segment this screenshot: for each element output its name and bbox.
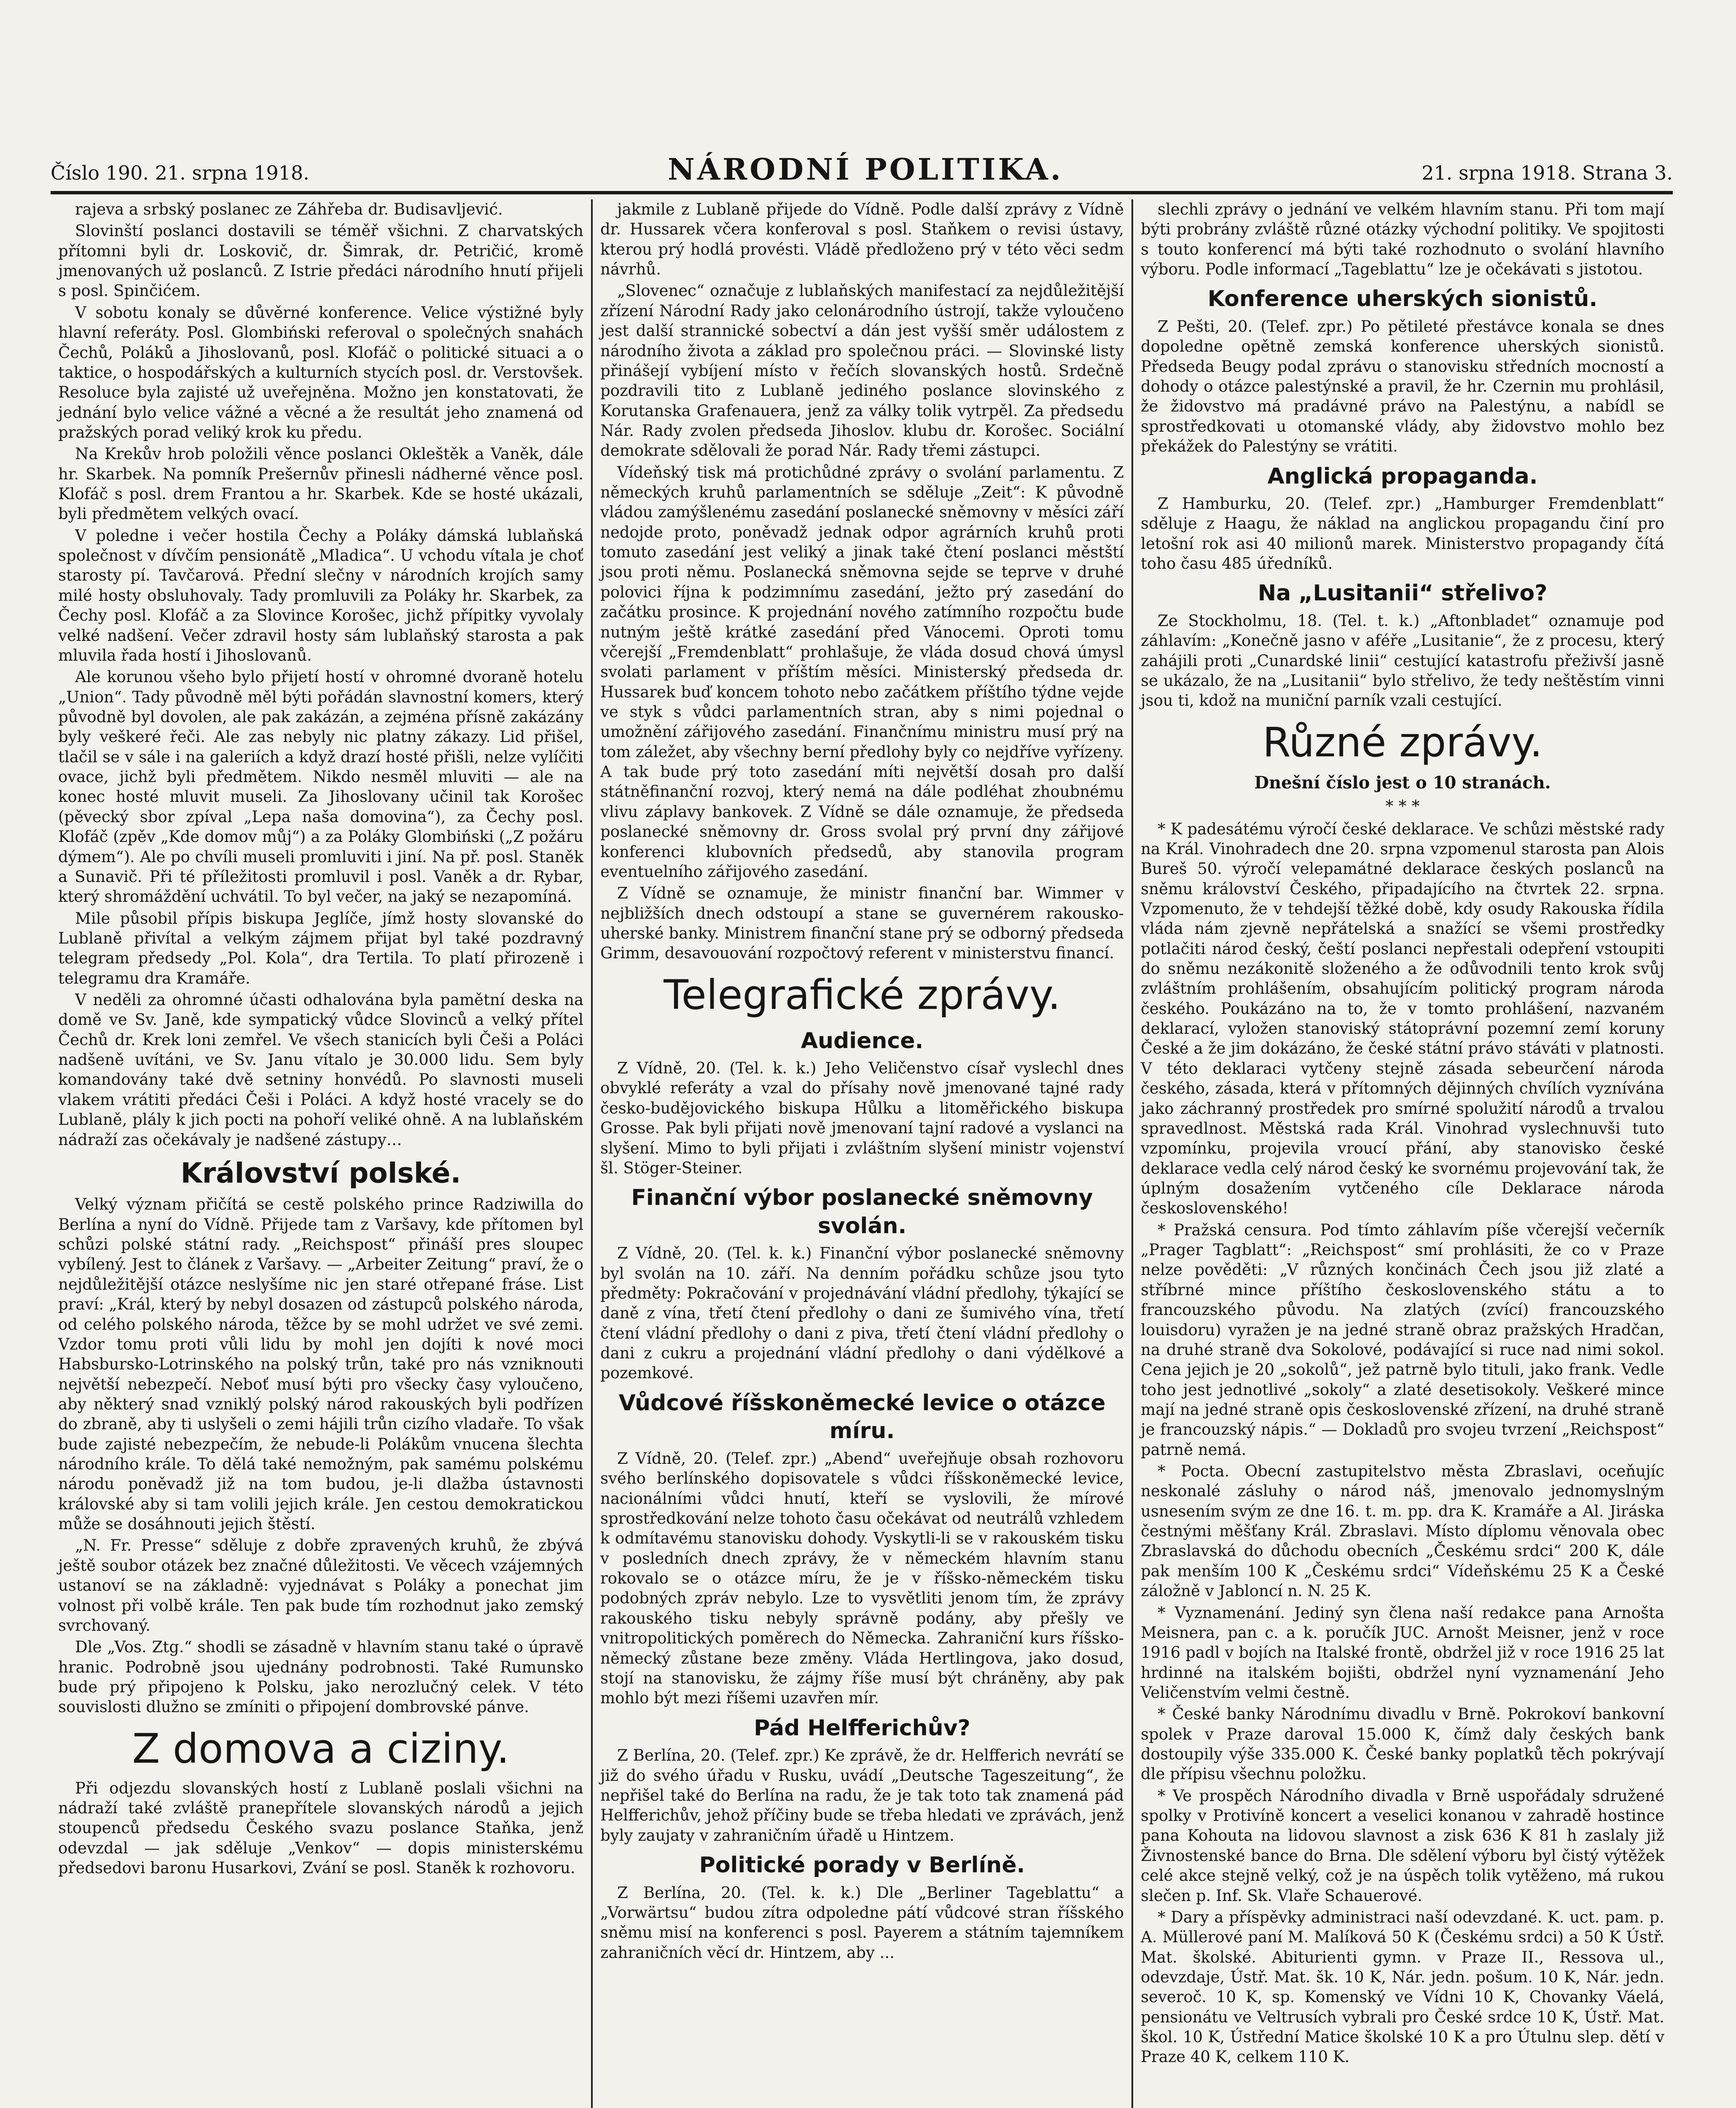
paragraph: Slovinští poslanci dostavili se téměř všichni. Z charvatských přítomni byli dr. Loskovič, dr. Šimrak, dr. Petričić, kromě jmenovaných už poslanců. Z Istrie předáci národního hnutí přijeli s posl. Spinčićem. bbox=[58, 222, 583, 300]
paragraph: * Pražská censura. Pod tímto záhlavím píše včerejší večerník „Prager Tagblatt“: „Reichspost“ smí prohlásiti, že co v Praze nelze pověděti: „V různých končinách Čech jsou již zlaté a stříbrné mince příštího československého státu a to francouzského původu. Na zlatých (zvící) francouzského louisdoru) vyražen je na jedné straně obraz pražských Hradčan, na druhé straně dva Sokolové, podávající si ruce nad nimi sokol. Cena jejich je 20 „sokolů“, jež patrně bylo tituli, jako frank. Vedle toho jest jednotlivé „sokoly“ a zlaté desetisokoly. Veškeré mince mají na jedné straně opis československé zřízení, na druhé straně je francouzský nápis.“ — Dokladů pro svojeu tvrzení „Reichspost“ patrně nemá. bbox=[1141, 1221, 1664, 1459]
paragraph: Vídeňský tisk má protichůdné zprávy o svolání parlamentu. Z německých kruhů parlamentních se sděluje „Zeit“: K původně vládou zamýšlenému zasedání poslanecké sněmovny v měsíci září nedojde proto, poněvadž jednak odpor agrárních kruhů proti tomuto zasedání jest veliký a jinak také čtení poslanci městští jsou proti němu. Poslanecká sněmovna sejde se teprve v druhé polovici října k podzimnímu zasedání, ježto prý zasedání do začátku prosince. K projednání nového zatímního rozpočtu bude nutným ještě krátké zasedání před Vánocemi. Oproti tomu včerejší „Fremdenblatt“ prohlašuje, že vláda dosud chová úmysl svolati parlament v příštím měsíci. Ministerský předseda dr. Hussarek buď koncem tohoto nebo začátkem příštího týdne vejde ve styk s vůdci parlamentních stran, aby s nimi pojednal o umožnění zářijového zasedání. Finančnímu ministru musí prý na tom záležet, aby všechny berní předlohy byly co nejdříve vyřízeny. A tak bude prý toto zasedání míti největší dosah pro další státněfinanční rozvoj, který nemá na dále podléhat zhoubnému vlivu záplavy bankovek. Z Vídně se dále oznamuje, že předseda poslanecké sněmovny dr. Gross svolal prý první dny zářijové konferenci klubovních předsedů, aby stanovila program eventuelního zářijového zasedání. bbox=[600, 463, 1124, 881]
column-3 bbox=[1131, 199, 1672, 2108]
section-heading: Různé zprávy. bbox=[1262, 718, 1543, 766]
paragraph: V neděli za ohromné účasti odhalována byla pamětní deska na domě ve Sv. Janě, kde sympatický vůdce Slovinců a velký přítel Čechů dr. Krek loni zemřel. Ve všech stanicích byli Češi a Poláci nadšeně uvítáni, ve Sv. Janu vítalo je 30.000 lidu. Sem byly komandovány také dvě setniny honvédů. Po slavnosti museli vlakem vrátiti předáci Češi i Poláci. A když hosté vracely se do Lublaně, plály k jich pocti na pohoří veliké ohně. A na lublaňském nádraží zas očekávaly je nadšené zástupy… bbox=[58, 991, 583, 1149]
paragraph: Z Vídně, 20. (Telef. zpr.) „Abend“ uveřejňuje obsah rozhovoru svého berlínského dopisovatele s vůdci říšskoněmecké levice, nacionálními vůdci hnutí, kteří se vyslovili, že mírové sprostředkování nelze tohoto času očekávat od neutrálů vzhledem k odmítavému stanovisku dohody. Vyskytli-li se v rakouském tisku v posledních dnech zprávy, že v německém hlavním stanu rokovalo se o otázce míru, že je v říšsko-německém tisku podobných zpráv nebylo. Lze to vysvětliti jenom tím, že zprávy rakouského tisku nebyly správně podány, aby přešly ve vnitropolitických poměrech do Německa. Zahraniční kurs říšsko-německý zůstane beze změny. Vláda Hertlingova, jako dosud, stojí na stanovisku, že zájmy říše musí být chráněny, aby pak mohlo být mezi říšemi uzavřen mír. bbox=[600, 1449, 1124, 1707]
paragraph: Z Berlína, 20. (Tel. k. k.) Dle „Berliner Tageblattu“ a „Vorwärtsu“ budou zítra odpoledne pátí vůdcové stran říšského sněmu misí na konferenci s posl. Payerem a státním tajemníkem zahraničních věcí dr. Hintzem, aby ... bbox=[600, 1883, 1124, 1962]
paragraph: Z Hamburku, 20. (Telef. zpr.) „Hamburger Fremdenblatt“ sděluje z Haagu, že náklad na anglickou propagandu činí pro letošní rok asi 40 milionů marek. Ministerstvo propagandy čítá toho času 485 úředníků. bbox=[1141, 495, 1664, 573]
section-heading: Království polské. bbox=[180, 1156, 461, 1189]
paragraph: Z Vídně se oznamuje, že ministr finanční bar. Wimmer v nejbližších dnech odstoupí a stane se guvernérem rakousko-uherské banky. Ministrem finanční stane prý se odborný předseda Grimm, desavouování rozpočtový referent v ministerstvu financí. bbox=[600, 884, 1124, 963]
issue-note: Dnešní číslo jest o 10 stranách. bbox=[1254, 772, 1551, 793]
paragraph: Při odjezdu slovanských hostí z Lublaně poslali všichni na nádraží také zvláště pranepřítele slovanských národů a jejich stoupenců předsedu Českého svazu poslance Staňka, jenž odevzdal — jak sděluje „Venkov“ — dopis ministerskému předsedovi baronu Husarkovi, Zvání se posl. Staněk k rozhovoru. bbox=[58, 1779, 583, 1877]
section-heading: Z domova a ciziny. bbox=[132, 1725, 510, 1772]
paragraph: * Vyznamenání. Jediný syn člena naší redakce pana Arnošta Meisnera, pan c. a k. poručík JUC. Arnošt Meisner, jenž v roce 1916 padl v bojích na Italské frontě, obdržel již v roce 1916 25 lat hrdinné na italském bojišti, obdržel nyní vyznamenání Jeho Veličenstvím velmi čestně. bbox=[1141, 1603, 1664, 1702]
article-heading: Vůdcové říšskoněmecké levice o otázce míru. bbox=[618, 1390, 1106, 1444]
paragraph: V poledne i večer hostila Čechy a Poláky dámská lublaňská společnost v dívčím pensionátě „Mladica“. U vchodu vítala je choť starosty pí. Tavčarová. Přední slečny v národních krojích samy milé hosty obsluhovaly. Tady promluvili za Poláky hr. Skarbek, za Čechy posl. Klofáč a za Slovince Korošec, jichž přípitky vyvolaly velké nadšení. Večer zdravil hosty sám lublaňský starosta a pak mluvila řada hostí i Jihoslovanů. bbox=[58, 526, 583, 664]
column-1 bbox=[51, 199, 591, 2108]
paragraph: slechli zprávy o jednání ve velkém hlavním stanu. Při tom mají býti probrány zvláště různé otázky východní politiky. Ve spojitosti s touto konferencí má býti také rozhodnuto o svolání hlavního výboru. Podle informací „Tageblattu“ lze je očekávati s jistotou. bbox=[1141, 200, 1664, 279]
paragraph: Z Vídně, 20. (Tel. k. k.) Jeho Veličenstvo císař vyslechl dnes obvyklé referáty a vzal do přísahy nově jmenované tajné rady česko-budějovického biskupa Hůlku a litoměřického biskupa Grosse. Pak byli přijati nově jmenovaní tajní radové a vyslanci na slyšení. Mimo to byli přijati i zvláštním slyšení ministr vojenství šl. Stöger-Steiner. bbox=[600, 1059, 1124, 1177]
paragraph: Dle „Vos. Ztg.“ shodli se zásadně v hlavním stanu také o úpravě hranic. Podrobně jsou ujednány podrobnosti. Také Rumunsko bude prý připojeno k Polsku, jako nerozlučný celek. V této souvislosti dlužno se zmíniti o připojení dombrovské pánve. bbox=[58, 1638, 583, 1716]
paragraph: „Slovenec“ označuje z lublaňských manifestací za nejdůležitější zřízení Národní Rady jako celonárodního ústrojí, takže vyloučeno jest další strannické sobectví a dán jest vyšší směr událostem z národního života a základ pro společnou práci. — Slovinské listy přinášejí vybíjení místo v řečích slovanských hostů. Srdečně pozdravili tito z Lublaně jediného poslance slovinského z Korutanska Grafenauera, jenž za války tolik vytrpěl. Za předsedu Nár. Rady zvolen předseda Jihoslov. klubu dr. Korošec. Sociální demokrate sdělovali že porad Nár. Rady třemi zástupci. bbox=[600, 282, 1124, 460]
article-heading: Anglická propaganda. bbox=[1267, 463, 1538, 489]
paragraph: Ale korunou všeho bylo přijetí hostí v ohromné dvoraně hotelu „Union“. Tady původně měl býti pořádán slavnostní komers, který původně byl dovolen, ale pak zakázán, a zejména přísně zakázány byly veškeré řeči. Ale zas nebyly nic platny zákazy. Lid přišel, tlačil se v sále i na galeriích a když drazí hosté přišli, nelze vylíčiti ovace, jichž byli předmětem. Nikdo nesměl mluviti — ale na konec hosté mluvit museli. Za Jihoslovany učinil tak Korošec (pěvecký sbor zpíval „Lepa naša domovina“), za Čechy posl. Klofáč (zpěv „Kde domov můj“) a za Poláky Glombiński („Z požáru dýmem“). Ale po chvíli museli promluviti i jiní. Na př. posl. Staněk a Sunavič. Při té příležitosti promluvil i posl. Vaněk a dr. Rybar, který shromáždění uchvátil. To byl večer, na jaký se nezapomíná. bbox=[58, 668, 583, 906]
article-heading: Konference uherských sionistů. bbox=[1207, 286, 1598, 312]
column-2 bbox=[591, 199, 1131, 2108]
paragraph: rajeva a srbský poslanec ze Záhřeba dr. Budisavljević. bbox=[75, 200, 503, 218]
paragraph: * České banky Národnímu divadlu v Brně. Pokrokoví bankovní spolek v Praze daroval 15.000 K, čímž daly českých bank dostoupily výše 335.000 K. České banky poplatků těch pokrývají dle přípisu všechnu položku. bbox=[1141, 1705, 1664, 1783]
article-heading: Finanční výbor poslanecké sněmovny svolán. bbox=[631, 1185, 1093, 1239]
paragraph: Z Pešti, 20. (Telef. zpr.) Po pětileté přestávce konala se dnes dopoledne opětně zemská konference uherských sionistů. Předseda Beugy podal zprávu o stanovisku středních mocností a dohody o otázce palestýnské a pravil, že hr. Czernin mu prohlásil, že židovstvo má pradávné právo na Palestýnu, a nabídl se sprostředkovati u otomanské vlády, aby židovstvo mohlo bez překážek do Palestýny se vrátiti. bbox=[1141, 317, 1664, 456]
paragraph: * Pocta. Obecní zastupitelstvo města Zbraslavi, oceňujíc neskonalé zásluhy o národ náš, jmenovalo jednomyslným usnesením svým ze dne 16. t. m. pp. dra K. Kramáře a Al. Jiráska čestnými měšťany Král. Zbraslavi. Místo díplomu věnovala obec Zbraslavská do důchodu obecních „Českému srdci“ 200 K, dále pak menším 100 K „Českému srdci“ Vídeňskému 25 K a České záložně v Jabloncí n. N. 25 K. bbox=[1141, 1462, 1664, 1600]
article-heading: Pád Helfferichův? bbox=[754, 1715, 970, 1741]
paragraph: Velký význam přičítá se cestě polského prince Radziwilla do Berlína a nyní do Vídně. Přijede tam z Varšavy, kde přítomen byl schůzi polské státní rady. „Reichspost“ přináší pres sloupec vybílený. Jest to článek z Varšavy. — „Arbeiter Zeitung“ praví, že o nejdůležitější otázce neslyšíme nic jen staré otřepané fráse. List praví: „Král, který by nebyl dosazen od zástupců polského národa, od celého polského národa, těžce by se mohl udržet ve své zemi. Vzdor tomu proti vůli lidu by mohl jen dojíti k nové moci Habsbursko-Lotrinského na polský trůn, také pro nás vzniknouti největší nebezpečí. Neboť musí býti pro všecky časy vyloučeno, aby některý snad vzniklý polský národ rakouských byli podřízen do zbraně, aby ti uslyšeli o zemi hájili trůn cizího vladaře. To však bude zajisté nebezpečím, že nebude-li Polákům vnucena šlechta národního krále. To dělá také nemožným, pak samému polskému národu poněvadž již na tom budou, je-li dlažba ústavnosti královské aby si tam volili jejich krále. Jen cestou demokratickou může se dosáhnouti jejich štěstí. bbox=[58, 1195, 583, 1533]
article-heading: Na „Lusitanii“ střelivo? bbox=[1258, 581, 1548, 606]
paragraph: * K padesátému výročí české deklarace. Ve schůzi městské rady na Král. Vinohradech dne 20. srpna vzpomenul starosta pan Alois Bureš 50. výročí velepamátné deklarace českých poslanců na sněmu království Českého, připadajícího na čtvrtek 22. srpna. Vzpomenuto, že v tehdejší těžké době, kdy osudy Rakouska řídila vláda nám zjevně nepřátelská a snažící se všemi prostředky potlačiti národ český, čeští poslanci nepřestali odepření vstoupiti do sněmu nezákonitě složeného a že odůvodnili tento krok svůj zvláštním prohlášením, obsahujícím politický program národa českého. Poukázáno na to, že v tomto prohlášení, nazvaném deklarací, vyložen stanoviský státoprávní pozemní zemí koruny České a že jim dokázáno, že české státní právo stáváti v platnosti. V této deklaraci vytčeny stejně zásada sebeurčení národa českého, zásada, která v přítomných dějinných chvílích vyznívána jako záchranný prostředek pro smírné spolužití národů a trvalou spravedlnost. Městská rada Král. Vinohrad vyslechnuvši tuto vzpomínku, projevila vroucí přání, aby stanovisko české deklarace vedla celý národ český ke svornému projevování tak, že úplným dosažením vytčeného cíle Deklarace národa československého! bbox=[1141, 820, 1664, 1218]
date-page-info: 21. srpna 1918. Strana 3. bbox=[1422, 161, 1673, 184]
paragraph: jakmile z Lublaně přijede do Vídně. Podle další zprávy z Vídně dr. Hussarek včera konferoval s posl. Staňkem o revisi ústavy, kterou prý hodlá provésti. Vládě předloženo prý v této věci sedm návrhů. bbox=[600, 200, 1124, 279]
paragraph: Z Berlína, 20. (Telef. zpr.) Ke zprávě, že dr. Helfferich nevrátí se již do svého úřadu v Rusku, uvádí „Deutsche Tageszeitung“, že nepřišel také do Berlína na radu, že je tak toto tak znamená pád Helfferichův, jehož příčiny bude se třeba hledati ve zprávách, jenž byly zaujaty v zahraničním úřadě u Hintzem. bbox=[600, 1746, 1124, 1844]
article-heading: Audience. bbox=[801, 1028, 924, 1054]
columns bbox=[51, 199, 1673, 2108]
paragraph: Na Krekův hrob položili věnce poslanci Okleštěk a Vaněk, dále hr. Skarbek. Na pomník Prešernův přinesli nádherné věnce posl. Klofáč s posl. drem Frantou a hr. Skarbek. Kde se hosté ukázali, byli předmětem velkých ovací. bbox=[58, 445, 583, 523]
paragraph: V sobotu konaly se důvěrné konference. Velice výstižné byly hlavní referáty. Posl. Glombiński referoval o společných snahách Čechů, Poláků a Jihoslovanů, posl. Klofáč o politické situaci a o taktice, o hospodářských a kulturních stycích posl. dr. Verstovšek. Resoluce byla zajisté už uveřejněna. Možno jen konstatovati, že jednání bylo velice vážné a věcné a že resultát jeho znamená od pražských porad veliký krok ku předu. bbox=[58, 303, 583, 441]
section-heading: Telegrafické zprávy. bbox=[664, 971, 1061, 1019]
paragraph: Ze Stockholmu, 18. (Tel. t. k.) „Aftonbladet“ oznamuje pod záhlavím: „Konečně jasno v aféře „Lusitanie“, že z procesu, který zahájili proti „Cunardské linii“ cestující katastrofu přeživší jasně se ukázalo, že na „Lusitanii“ bylo střelivo, že tedy neštěstím vinni jsou ti, kdož na muniční parník vzali cestující. bbox=[1141, 612, 1664, 710]
paragraph: * Ve prospěch Národního divadla v Brně uspořádaly sdružené spolky v Protivíně koncert a veselici konanou v zahradě hostince pana Kohouta na lidovou slavnost a zisk 636 K 81 h zaslaly již Živnostenské bance do Brna. Dle sdělení výboru byl čistý výtěžek celé akce stejně velký, což je na úspěch tolik vytěženo, má rukou slečen p. Inf. Sk. Vlaře Schauerové. bbox=[1141, 1786, 1664, 1905]
article-heading: Politické porady v Berlíně. bbox=[699, 1852, 1025, 1878]
paragraph: Mile působil přípis biskupa Jeglíče, jímž hosty slovanské do Lublaně přivítal a velkým zájmem přijat byl také pozdravný telegram předsedy „Pol. Kola“, dra Tertila. To platí přirozeně i telegramu dra Kramáře. bbox=[58, 909, 583, 987]
issue-info: Číslo 190. 21. srpna 1918. bbox=[51, 161, 309, 184]
paragraph: Z Vídně, 20. (Tel. k. k.) Finanční výbor poslanecké sněmovny byl svolán na 10. září. Na denním pořádku schůze jsou tyto předměty: Pokračování v projednávání vládní předlohy, týkající se daně z vína, třetí čtení předlohy o dani ze šumivého vína, třetí čtení vládní předlohy o dani z piva, třetí čtení vládní předlohy o dani z cukru a projednání vládní předlohy o dani výdělkové a pozemkové. bbox=[600, 1244, 1124, 1382]
page-header bbox=[51, 152, 1673, 194]
separator-stars: * * * bbox=[1385, 796, 1420, 815]
masthead-title: NÁRODNÍ POLITIKA. bbox=[667, 152, 1064, 187]
paragraph: „N. Fr. Presse“ sděluje z dobře zpravených kruhů, že zbývá ještě soubor otázek bez značné důležitosti. Ve věcech vzájemných ustanoví se na základně: vyjednávat s Poláky a ponechat jim volnost při volbě krále. Ten pak bude tím rozhodnut jako zemský svrchovaný. bbox=[58, 1536, 583, 1635]
paragraph: * Dary a příspěvky administraci naší odevzdané. K. uct. pam. p. A. Müllerové paní M. Malíková 50 K (Českému srdci) a 50 K Ústř. Mat. školské. Abiturienti gymn. v Praze II., Ressova ul., odevzdaje, Ústř. Mat. šk. 10 K, Nár. jedn. pošum. 10 K, Nár. jedn. severoč. 10 K, sp. Komenský ve Vídni 10 K, Chovanky Váelá, pensionátu ve Veltrusích vybrali pro České srdce 10 K, Ústř. Mat. škol. 10 K, Ústřední Matice školské 10 K a pro Útulnu slep. dětí v Praze 40 K, celkem 110 K. bbox=[1141, 1908, 1664, 2066]
